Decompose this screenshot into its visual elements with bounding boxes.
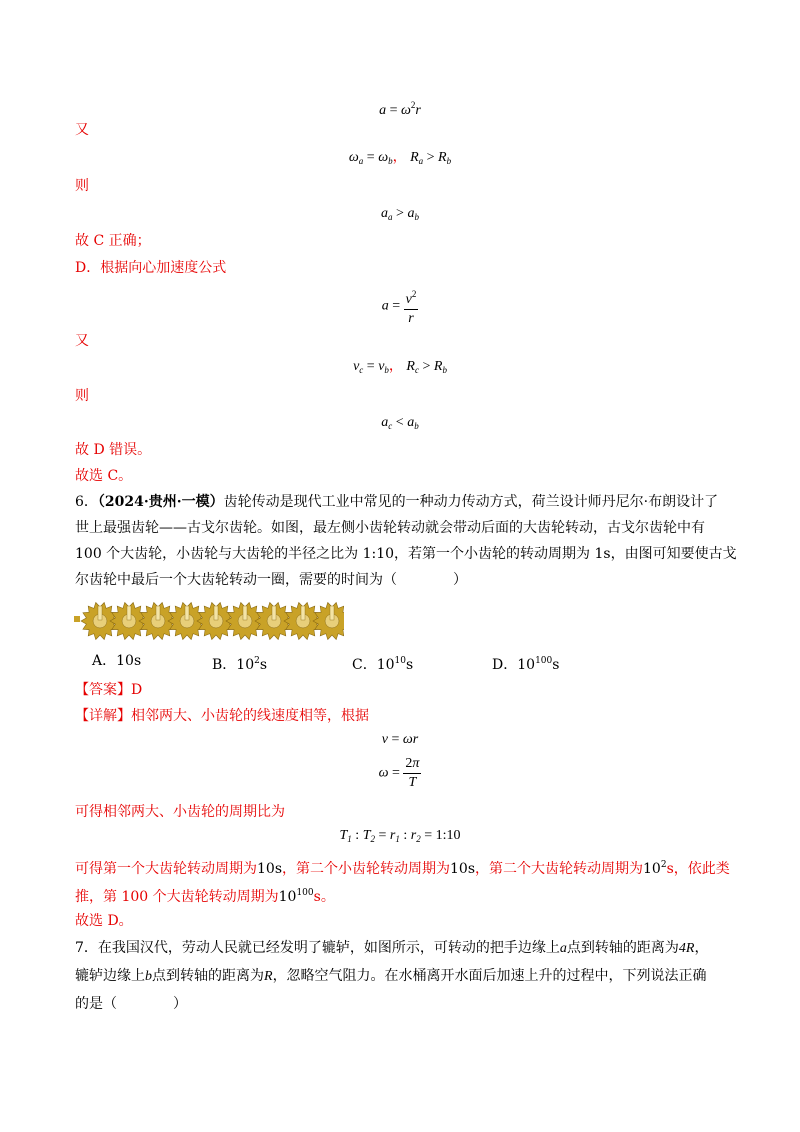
q7-4r: 4R [678,941,695,956]
option-c-unit: s [406,657,414,673]
equation-omega-2pi-over-t: ω = $\frac{2\pi}{T}$ [378,756,420,790]
q6-option-d[interactable] [492,651,559,675]
q7-l2-a: 辘轳边缘上 [75,968,145,984]
q6-option-b[interactable] [212,651,267,675]
q7-l2-b: 点到转轴的距离为 [152,968,264,984]
word-ze-2: 则 [75,388,89,404]
d-intro-text: D．根据向心加速度公式 [75,260,227,276]
q7-l1-c: ， [694,940,709,956]
small-gear-icon [74,616,80,622]
option-a-label: A． [92,653,117,669]
infer-1c: ，第二个小齿轮转动周期为 [282,861,450,877]
q7-r: R [264,969,273,984]
word-ze-1: 则 [75,178,89,194]
infer-2b: 10 [278,889,297,905]
q6-stem-text-1: 齿轮传动是现代工业中常见的一种动力传动方式，荷兰设计师丹尼尔·布朗设计了 [223,494,719,510]
infer-1g: s，依此类 [666,861,730,877]
q6-number: 6． [75,494,98,510]
equation-v-omega-r: v = ωr [381,732,419,747]
word-you-1: 又 [75,122,89,138]
c-correct-text: 故 C 正确； [75,233,151,249]
gear-strip-figure [74,598,344,644]
d-wrong-text: 故 D 错误。 [75,442,152,458]
infer-2a: 推，第 100 个大齿轮转动周期为 [75,889,279,905]
q7-line-2 [75,966,707,987]
infer-1b: 10s [257,861,282,877]
infer-1e: ，第二个大齿轮转动周期为 [475,861,643,877]
q6-detail-line-1 [75,706,369,726]
equation-period-ratio: $T_1$ : $T_2 = r_1$ : $r_2$ = 1:10 [339,828,461,844]
q7-line-1 [75,938,708,959]
option-c-base: 10 [376,657,395,673]
option-a-value: 10s [116,653,142,669]
option-b-unit: s [259,657,268,673]
infer-1d: 10s [450,861,475,877]
q6-infer-line-1 [75,855,730,879]
q6-stem-line-3: 100 个大齿轮，小齿轮与大齿轮的半径之比为 1:10，若第一个小齿轮的转动周期为 1s，由图可知要使古戈 [75,546,737,562]
gear-icon [313,603,344,640]
equation-aa-gt-ab: $a_a > a_b$ [381,206,419,222]
infer-2c: s。 [313,889,335,905]
q6-stem-line-1 [75,492,718,512]
q7-var-b: b [145,969,152,984]
q6-option-c[interactable] [352,651,413,675]
equation-a-v2-over-r: a = $\frac{v^2}{r}$ [0,285,800,328]
q7-l1-b: 点到转轴的距离为 [566,940,679,956]
q6-source: （2024·贵州·一模） [97,494,224,510]
equation-ac-lt-ab: $a_c < a_b$ [381,415,419,431]
equation-omega-equal: $\omega_a = \omega_b$， $R_a > R_b$ [348,150,452,166]
detail-text-1: 相邻两大、小齿轮的线速度相等，根据 [131,708,369,724]
detail-tag: 【详解】 [75,708,131,724]
q6-infer-line-2 [75,883,335,907]
option-b-exp: 2 [254,656,260,666]
q7-line-3: 的是（ ） [75,996,187,1012]
q6-option-a[interactable] [92,651,141,671]
option-d-unit: s [552,657,560,673]
infer-1f: 10 [643,861,661,877]
q6-answer: 【答案】D [75,682,143,698]
equation-v-equal: $v_c = v_b$， $R_c > R_b$ [353,359,447,375]
word-you-2: 又 [75,333,89,349]
infer-2b-exp: 100 [296,888,314,898]
q6-stem-line-4: 尔齿轮中最后一个大齿轮转动一圈，需要的时间为（ ） [75,572,467,588]
q6-choose-d: 故选 D。 [75,913,133,929]
option-b-base: 10 [236,657,255,673]
equation-a-omega-r: $a = \omega^2r$ [379,100,421,118]
infer-1a: 可得第一个大齿轮转动周期为 [75,861,257,877]
option-c-label: C． [352,657,377,673]
q7-l1-a: 7．在我国汉代，劳动人民就已经发明了辘轳，如图所示，可转动的把手边缘上 [75,940,560,956]
q7-l2-c: ，忽略空气阻力。在水桶离开水面后加速上升的过程中，下列说法正确 [272,968,707,984]
q6-stem-line-2: 世上最强齿轮——古戈尔齿轮。如图，最左侧小齿轮转动就会带动后面的大齿轮转动，古戈尔齿轮中有 [75,520,705,536]
option-c-exp: 10 [394,656,406,666]
option-b-label: B． [212,657,237,673]
option-d-base: 10 [517,657,536,673]
infer-1f-exp: 2 [660,860,667,870]
q7-var-a: a [559,941,567,956]
choose-c-text: 故选 C。 [75,468,133,484]
q6-period-ratio-text: 可得相邻两大、小齿轮的周期比为 [75,804,285,820]
option-d-exp: 100 [535,656,553,666]
option-d-label: D． [492,657,518,673]
